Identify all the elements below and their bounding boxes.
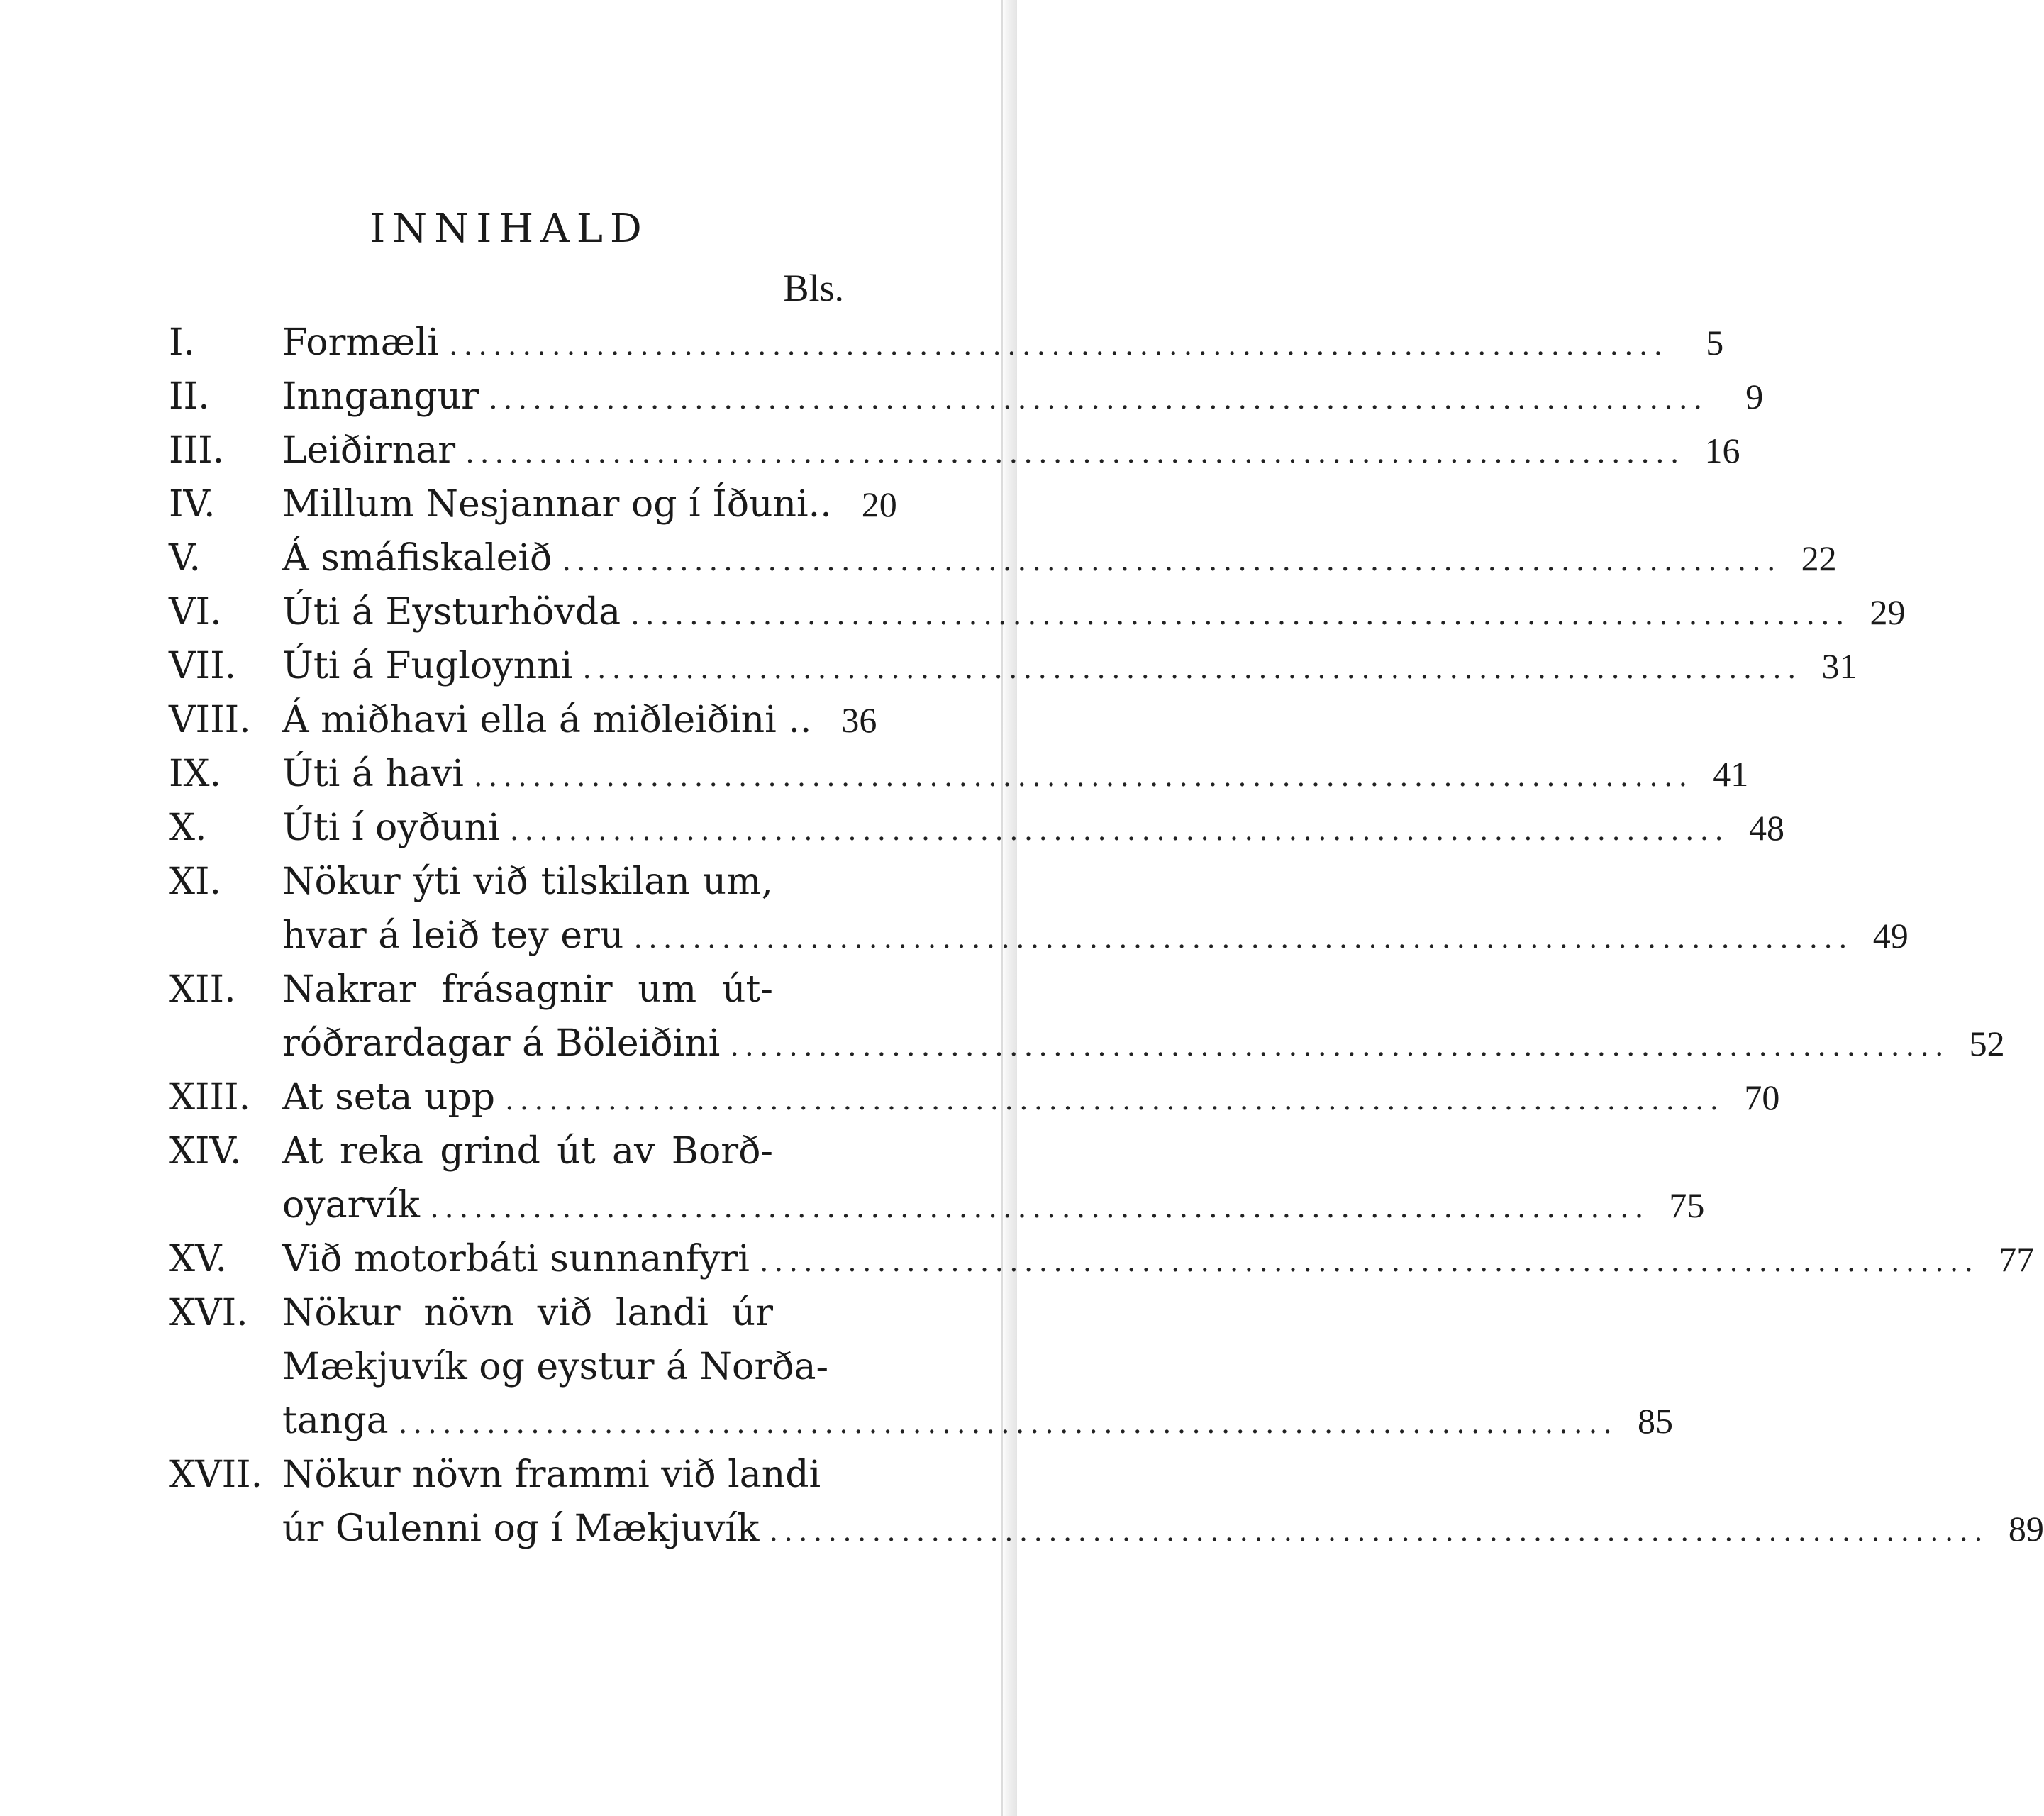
- entry-text-wrap: [282, 1286, 843, 1340]
- toc-entry: [169, 370, 1764, 423]
- entry-text-wrap: [282, 909, 1909, 963]
- page-number: 9: [1745, 377, 1764, 416]
- entry-text-wrap: [282, 370, 1764, 423]
- entry-text-wrap: [282, 801, 1784, 855]
- dot-leader: ...................................................................................: [769, 1515, 1989, 1548]
- page-number: 31: [1821, 646, 1857, 686]
- page-number: 89: [2008, 1509, 2044, 1549]
- toc-entry-line: [169, 639, 1857, 693]
- entry-text-wrap: [282, 1340, 843, 1394]
- page-number: 16: [1704, 431, 1740, 470]
- toc-entry: [169, 316, 1724, 370]
- page-number: 70: [1744, 1078, 1780, 1117]
- entry-text-wrap: [282, 1124, 843, 1178]
- chapter-title: At reka grind út av Borð-: [282, 1130, 773, 1173]
- dot-leader: ...................................................................................: [759, 1246, 1979, 1278]
- toc-entry: [169, 639, 1857, 693]
- dot-leader: ...................................................................................: [730, 1030, 1950, 1063]
- toc-entry-line: [169, 370, 1764, 423]
- toc-entry-line: [169, 585, 1906, 639]
- entry-text-wrap: [282, 963, 843, 1017]
- toc-entry: [169, 963, 2005, 1070]
- chapter-number: XIII.: [169, 1076, 251, 1119]
- page-number: 36: [841, 700, 877, 740]
- entry-text-wrap: [282, 1178, 1705, 1232]
- toc-entry-line: [169, 963, 843, 1017]
- toc-entry-line: [169, 1017, 2005, 1070]
- chapter-number: VII.: [169, 645, 237, 687]
- entry-text-wrap: [282, 531, 1837, 585]
- chapter-number: XII.: [169, 968, 236, 1011]
- toc-entry-line: [169, 477, 897, 531]
- chapter-title: tanga: [282, 1400, 389, 1442]
- toc-entry: [169, 801, 1784, 855]
- chapter-title: At seta upp: [282, 1076, 496, 1119]
- entry-text-wrap: [282, 423, 1740, 477]
- chapter-number: I.: [169, 321, 196, 364]
- chapter-title: róðrardagar á Böleiðini: [282, 1022, 721, 1065]
- toc-entry-line: [169, 693, 877, 747]
- page-number: 85: [1638, 1401, 1674, 1441]
- chapter-number: IX.: [169, 753, 222, 795]
- toc-entry: [169, 1124, 1705, 1232]
- toc-entry-line: [169, 1340, 843, 1394]
- toc-entry: [169, 1286, 1674, 1448]
- page-number: 77: [1999, 1239, 2035, 1279]
- chapter-number: V.: [169, 537, 201, 580]
- entry-text-wrap: [282, 1232, 2035, 1286]
- page-number: 20: [861, 485, 897, 524]
- chapter-number: II.: [169, 375, 210, 418]
- toc-entry-line: [169, 423, 1740, 477]
- page-number: 49: [1872, 916, 1909, 956]
- dot-leader: ...................................................................................: [505, 1084, 1725, 1117]
- page-number: 5: [1706, 323, 1724, 362]
- chapter-title: úr Gulenni og í Mækjuvík: [282, 1507, 760, 1550]
- toc-entry: [169, 1070, 1780, 1124]
- chapter-title: Úti á Eysturhövda: [282, 591, 621, 633]
- toc-entry-line: [169, 1448, 843, 1502]
- toc-entry: [169, 1448, 2044, 1556]
- dot-leader: ...................................................................................: [448, 329, 1669, 362]
- toc-entry-line: [169, 531, 1837, 585]
- entry-text-wrap: [282, 316, 1724, 370]
- chapter-title: Á smáfiskaleið: [282, 537, 552, 580]
- entry-text-wrap: [282, 693, 877, 747]
- toc-entry-line: [169, 1070, 1780, 1124]
- page-number: 48: [1749, 808, 1784, 848]
- page-title-text: INNIHALD: [370, 206, 649, 252]
- chapter-title: Úti á havi: [282, 753, 464, 795]
- chapter-number: XI.: [169, 860, 222, 903]
- chapter-number: VI.: [169, 591, 222, 633]
- entry-text-wrap: [282, 1017, 2005, 1070]
- toc-entry-line: [169, 1394, 1674, 1448]
- chapter-title: Millum Nesjannar og í Íðuni..: [282, 483, 832, 526]
- toc-entry: [169, 693, 877, 747]
- dot-leader: ...................................................................................: [465, 437, 1685, 470]
- toc-entry: [169, 585, 1906, 639]
- toc-entry-line: [169, 1286, 843, 1340]
- toc-entry-line: [169, 316, 1724, 370]
- page-column-label: Bls.: [783, 267, 844, 309]
- page-number: 41: [1713, 754, 1749, 794]
- dot-leader: ...................................................................................: [509, 814, 1729, 847]
- entry-text-wrap: [282, 639, 1857, 693]
- chapter-title: Nökur növn frammi við landi: [282, 1454, 821, 1496]
- page-number: 29: [1870, 592, 1906, 632]
- chapter-number: IV.: [169, 483, 216, 526]
- toc-entry-line: [169, 909, 1909, 963]
- toc-entry-line: [169, 1124, 843, 1178]
- toc-entry: [169, 855, 1909, 963]
- toc-entry-line: [169, 801, 1784, 855]
- entry-text-wrap: [282, 1448, 843, 1502]
- dot-leader: ...................................................................................: [582, 653, 1802, 685]
- entry-text-wrap: [282, 1502, 2044, 1556]
- chapter-title: hvar á leið tey eru: [282, 914, 624, 957]
- chapter-title: Á miðhavi ella á miðleiðini ..: [282, 699, 812, 741]
- toc-entry-line: [169, 1232, 2035, 1286]
- chapter-title: Leiðirnar: [282, 429, 456, 472]
- toc-entry: [169, 747, 1749, 801]
- toc-entry: [169, 423, 1740, 477]
- entry-text-wrap: [282, 585, 1906, 639]
- dot-leader: ...................................................................................: [562, 545, 1782, 577]
- entry-text-wrap: [282, 855, 843, 909]
- entry-text-wrap: [282, 747, 1749, 801]
- toc-entry-line: [169, 747, 1749, 801]
- dot-leader: ...................................................................................: [430, 1192, 1650, 1224]
- chapter-title: Nökur növn við landi úr: [282, 1292, 773, 1334]
- toc-entry: [169, 1232, 2035, 1286]
- toc-entry: [169, 531, 1837, 585]
- chapter-number: XV.: [169, 1238, 228, 1280]
- chapter-title: Mækjuvík og eystur á Norða-: [282, 1346, 829, 1388]
- dot-leader: ...................................................................................: [631, 599, 1850, 631]
- chapter-number: X.: [169, 807, 207, 849]
- chapter-title: Nökur ýti við tilskilan um,: [282, 860, 773, 903]
- dot-leader: ...................................................................................: [473, 760, 1694, 793]
- chapter-title: oyarvík: [282, 1184, 421, 1227]
- entry-text-wrap: [282, 1070, 1780, 1124]
- chapter-title: Úti í oyðuni: [282, 807, 500, 849]
- toc-entry-line: [169, 1502, 2044, 1556]
- dot-leader: ...................................................................................: [488, 383, 1709, 416]
- toc-entry-line: [169, 1178, 1705, 1232]
- page-number: 22: [1801, 538, 1837, 578]
- toc-entry: [169, 477, 897, 531]
- entry-text-wrap: [282, 477, 897, 531]
- chapter-number: III.: [169, 429, 225, 472]
- dot-leader: ...................................................................................: [398, 1407, 1618, 1440]
- page-title: [0, 206, 1017, 252]
- dot-leader: ...................................................................................: [633, 922, 1853, 955]
- chapter-title: Inngangur: [282, 375, 479, 418]
- entry-text-wrap: [282, 1394, 1674, 1448]
- page-number: 75: [1669, 1185, 1705, 1225]
- chapter-number: XVII.: [169, 1454, 263, 1496]
- chapter-title: Úti á Fugloynni: [282, 645, 573, 687]
- chapter-number: XIV.: [169, 1130, 242, 1173]
- page-number: 52: [1969, 1024, 2005, 1063]
- chapter-title: Nakrar frásagnir um út-: [282, 968, 773, 1011]
- chapter-number: XVI.: [169, 1292, 248, 1334]
- chapter-title: Við motorbáti sunnanfyri: [282, 1238, 750, 1280]
- toc-entry-list: [169, 316, 2044, 1556]
- toc-entry-line: [169, 855, 843, 909]
- chapter-number: VIII.: [169, 699, 251, 741]
- chapter-title: Formæli: [282, 321, 439, 364]
